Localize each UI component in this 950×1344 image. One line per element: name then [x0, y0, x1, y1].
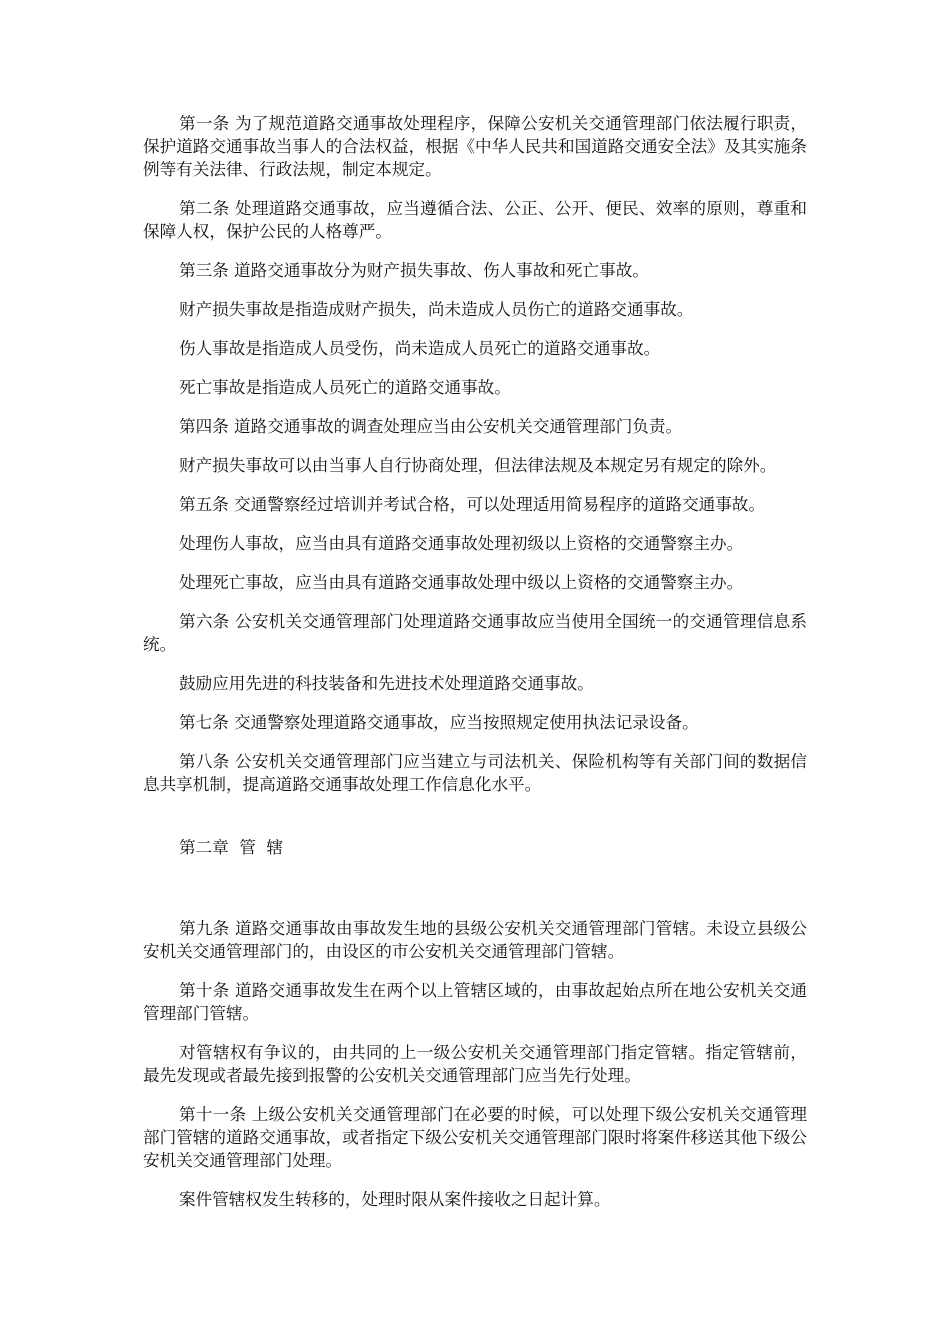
article-11: 第十一条 上级公安机关交通管理部门在必要的时候，可以处理下级公安机关交通管理部门管辖的道路交通事故，或者指定下级公安机关交通管理部门限时将案件移送其他下级公安机关交通管理部门处理。 [143, 1105, 807, 1170]
article-2: 第二条 处理道路交通事故，应当遵循合法、公正、公开、便民、效率的原则，尊重和保障人权，保护公民的人格尊严。 [143, 199, 807, 241]
article-10-clause-1: 对管辖权有争议的，由共同的上一级公安机关交通管理部门指定管辖。指定管辖前，最先发现或者最先接到报警的公安机关交通管理部门应当先行处理。 [143, 1043, 807, 1085]
article-8: 第八条 公安机关交通管理部门应当建立与司法机关、保险机构等有关部门间的数据信息共享机制，提高道路交通事故处理工作信息化水平。 [143, 752, 807, 794]
article-6: 第六条 公安机关交通管理部门处理道路交通事故应当使用全国统一的交通管理信息系统。 [143, 612, 807, 654]
article-4-clause-1: 财产损失事故可以由当事人自行协商处理，但法律法规及本规定另有规定的除外。 [179, 456, 777, 475]
article-3-clause-1: 财产损失事故是指造成财产损失，尚未造成人员伤亡的道路交通事故。 [179, 300, 694, 319]
section-articles-1 [143, 112, 807, 796]
article-7: 第七条 交通警察处理道路交通事故，应当按照规定使用执法记录设备。 [179, 713, 699, 732]
article-3: 第三条 道路交通事故分为财产损失事故、伤人事故和死亡事故。 [179, 261, 649, 280]
article-1: 第一条 为了规范道路交通事故处理程序，保障公安机关交通管理部门依法履行职责，保护道路交通事故当事人的合法权益，根据《中华人民共和国道路交通安全法》及其实施条例等有关法律、行政法规，制定本规定。 [143, 114, 807, 179]
article-5-clause-2: 处理死亡事故，应当由具有道路交通事故处理中级以上资格的交通警察主办。 [179, 573, 744, 592]
article-5-clause-1: 处理伤人事故，应当由具有道路交通事故处理初级以上资格的交通警察主办。 [179, 534, 744, 553]
chapter-heading: 第二章 管 辖 [179, 838, 284, 857]
article-3-clause-3: 死亡事故是指造成人员死亡的道路交通事故。 [179, 378, 511, 397]
article-10: 第十条 道路交通事故发生在两个以上管辖区域的，由事故起始点所在地公安机关交通管理部门管辖。 [143, 981, 807, 1023]
article-11-clause-1: 案件管辖权发生转移的，处理时限从案件接收之日起计算。 [179, 1190, 611, 1209]
article-9: 第九条 道路交通事故由事故发生地的县级公安机关交通管理部门管辖。未设立县级公安机关交通管理部门的，由设区的市公安机关交通管理部门管辖。 [143, 919, 807, 961]
document-page [143, 112, 807, 1227]
article-4: 第四条 道路交通事故的调查处理应当由公安机关交通管理部门负责。 [179, 417, 683, 436]
article-5: 第五条 交通警察经过培训并考试合格，可以处理适用简易程序的道路交通事故。 [179, 495, 766, 514]
section-articles-2 [143, 917, 807, 1211]
article-6-clause-1: 鼓励应用先进的科技装备和先进技术处理道路交通事故。 [179, 674, 594, 693]
article-3-clause-2: 伤人事故是指造成人员受伤，尚未造成人员死亡的道路交通事故。 [179, 339, 661, 358]
